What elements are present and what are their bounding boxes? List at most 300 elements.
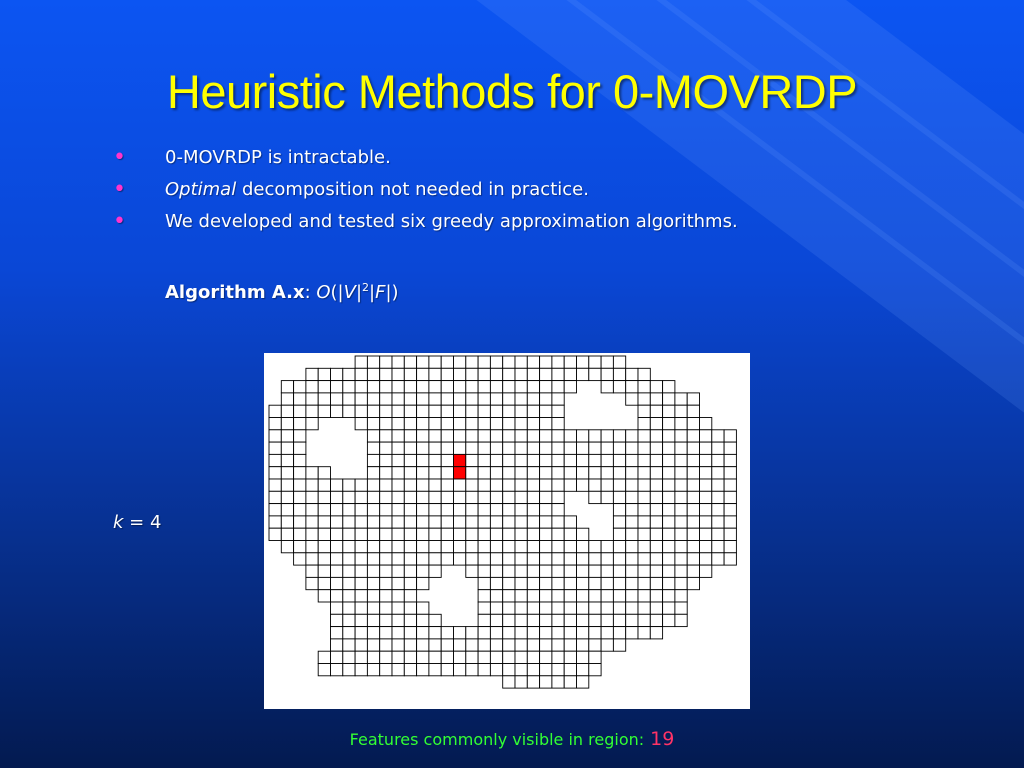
grid-cell bbox=[417, 516, 429, 528]
grid-cell bbox=[281, 516, 293, 528]
grid-cell bbox=[663, 516, 675, 528]
grid-cell bbox=[540, 504, 552, 516]
grid-cell bbox=[343, 381, 355, 393]
grid-cell bbox=[577, 577, 589, 589]
grid-cell bbox=[466, 356, 478, 368]
grid-cell bbox=[540, 639, 552, 651]
grid-cell bbox=[331, 627, 343, 639]
grid-cell bbox=[515, 504, 527, 516]
grid-cell bbox=[564, 614, 576, 626]
grid-cell bbox=[490, 491, 502, 503]
grid-cell bbox=[515, 614, 527, 626]
grid-cell bbox=[404, 467, 416, 479]
grid-cell bbox=[700, 565, 712, 577]
grid-cell bbox=[663, 479, 675, 491]
grid-cell bbox=[724, 442, 736, 454]
grid-cell bbox=[564, 541, 576, 553]
grid-cell bbox=[687, 467, 699, 479]
bullet-text: We developed and tested six greedy approximation algorithms. bbox=[165, 211, 738, 232]
slide-title: Heuristic Methods for 0-MOVRDP bbox=[166, 65, 858, 118]
grid-cell bbox=[417, 541, 429, 553]
grid-cell bbox=[675, 565, 687, 577]
grid-cell bbox=[392, 627, 404, 639]
grid-cell bbox=[613, 565, 625, 577]
grid-cell bbox=[404, 516, 416, 528]
grid-cell bbox=[527, 651, 539, 663]
grid-cell bbox=[601, 590, 613, 602]
grid-cell bbox=[650, 405, 662, 417]
grid-cell bbox=[638, 541, 650, 553]
grid-cell bbox=[478, 393, 490, 405]
grid-cell bbox=[638, 381, 650, 393]
grid-cell bbox=[466, 479, 478, 491]
grid-cell bbox=[540, 368, 552, 380]
grid-cell bbox=[552, 553, 564, 565]
grid-cell bbox=[712, 442, 724, 454]
grid-cell bbox=[540, 442, 552, 454]
grid-cell bbox=[417, 442, 429, 454]
grid-cell bbox=[515, 577, 527, 589]
grid-cell bbox=[638, 442, 650, 454]
grid-cell bbox=[638, 565, 650, 577]
grid-cell bbox=[441, 454, 453, 466]
grid-cell bbox=[417, 504, 429, 516]
grid-cell bbox=[367, 467, 379, 479]
algorithm-complexity bbox=[165, 275, 399, 306]
grid-cell bbox=[404, 491, 416, 503]
grid-cell bbox=[540, 381, 552, 393]
grid-cell bbox=[564, 479, 576, 491]
bullet-dot-icon: • bbox=[113, 209, 126, 234]
grid-cell bbox=[675, 491, 687, 503]
grid-cell bbox=[589, 565, 601, 577]
grid-cell bbox=[478, 614, 490, 626]
grid-cell bbox=[478, 418, 490, 430]
grid-cell bbox=[490, 467, 502, 479]
grid-cell bbox=[466, 491, 478, 503]
grid-cell bbox=[515, 405, 527, 417]
grid-cell bbox=[355, 356, 367, 368]
grid-cell bbox=[294, 541, 306, 553]
grid-cell bbox=[404, 368, 416, 380]
grid-cell bbox=[269, 467, 281, 479]
grid-cell bbox=[577, 356, 589, 368]
grid-cell bbox=[478, 627, 490, 639]
grid-cell bbox=[355, 504, 367, 516]
grid-cell bbox=[331, 368, 343, 380]
grid-cell bbox=[564, 676, 576, 688]
grid-cell bbox=[515, 651, 527, 663]
grid-cell bbox=[441, 368, 453, 380]
grid-cell bbox=[601, 442, 613, 454]
grid-cell bbox=[318, 516, 330, 528]
grid-cell bbox=[478, 491, 490, 503]
grid-cell bbox=[712, 454, 724, 466]
grid-cell bbox=[577, 479, 589, 491]
grid-cell bbox=[281, 393, 293, 405]
grid-cell bbox=[454, 393, 466, 405]
grid-cell bbox=[392, 504, 404, 516]
grid-cell bbox=[626, 553, 638, 565]
grid-cell bbox=[454, 553, 466, 565]
grid-cell bbox=[589, 664, 601, 676]
grid-cell bbox=[466, 430, 478, 442]
grid-cell bbox=[380, 590, 392, 602]
grid-cell bbox=[700, 491, 712, 503]
grid-cell bbox=[490, 614, 502, 626]
grid-cell bbox=[429, 504, 441, 516]
grid-cell bbox=[687, 528, 699, 540]
grid-cell bbox=[700, 479, 712, 491]
grid-cell bbox=[429, 541, 441, 553]
grid-cell bbox=[318, 368, 330, 380]
bullet-item bbox=[113, 206, 738, 238]
grid-cell bbox=[540, 393, 552, 405]
grid-cell bbox=[613, 504, 625, 516]
grid-cell bbox=[650, 430, 662, 442]
grid-cell bbox=[417, 467, 429, 479]
grid-cell bbox=[650, 627, 662, 639]
grid-cell bbox=[392, 553, 404, 565]
grid-cell bbox=[626, 504, 638, 516]
big-o-symbol: O bbox=[316, 282, 331, 303]
grid-cell bbox=[355, 393, 367, 405]
grid-cell bbox=[577, 541, 589, 553]
paren-close: |) bbox=[385, 282, 399, 303]
grid-svg bbox=[264, 353, 750, 709]
grid-cell bbox=[404, 405, 416, 417]
grid-cell bbox=[552, 590, 564, 602]
grid-cell bbox=[380, 393, 392, 405]
grid-cell bbox=[515, 664, 527, 676]
grid-cell bbox=[663, 602, 675, 614]
grid-cell bbox=[650, 577, 662, 589]
grid-cell bbox=[269, 418, 281, 430]
grid-cell bbox=[527, 565, 539, 577]
grid-cell bbox=[441, 405, 453, 417]
grid-cell bbox=[503, 504, 515, 516]
grid-cell bbox=[503, 639, 515, 651]
grid-cell bbox=[613, 602, 625, 614]
grid-cell bbox=[429, 491, 441, 503]
grid-cell bbox=[650, 479, 662, 491]
grid-cell bbox=[527, 664, 539, 676]
grid-cell bbox=[626, 479, 638, 491]
grid-cell bbox=[478, 442, 490, 454]
grid-cell bbox=[429, 430, 441, 442]
grid-cell bbox=[601, 639, 613, 651]
grid-cell bbox=[687, 541, 699, 553]
grid-cell bbox=[490, 577, 502, 589]
grid-cell bbox=[355, 405, 367, 417]
grid-cell bbox=[404, 577, 416, 589]
grid-cell bbox=[355, 627, 367, 639]
grid-cell bbox=[503, 418, 515, 430]
grid-cell bbox=[281, 430, 293, 442]
grid-cell bbox=[663, 430, 675, 442]
grid-cell bbox=[367, 356, 379, 368]
grid-cell bbox=[687, 442, 699, 454]
grid-cell bbox=[490, 602, 502, 614]
grid-cell bbox=[712, 528, 724, 540]
grid-cell bbox=[429, 442, 441, 454]
grid-cell bbox=[392, 651, 404, 663]
highlighted-cell bbox=[454, 454, 466, 466]
grid-cell bbox=[380, 577, 392, 589]
grid-cell bbox=[478, 381, 490, 393]
grid-cell bbox=[601, 602, 613, 614]
grid-cell bbox=[404, 541, 416, 553]
grid-cell bbox=[552, 356, 564, 368]
grid-cell bbox=[540, 430, 552, 442]
grid-cell bbox=[490, 381, 502, 393]
grid-cell bbox=[687, 553, 699, 565]
grid-cell bbox=[466, 553, 478, 565]
grid-cell bbox=[650, 504, 662, 516]
grid-cell bbox=[306, 504, 318, 516]
grid-cell bbox=[429, 381, 441, 393]
grid-cell bbox=[490, 356, 502, 368]
grid-cell bbox=[675, 541, 687, 553]
grid-cell bbox=[552, 577, 564, 589]
grid-cell bbox=[552, 516, 564, 528]
grid-cell bbox=[380, 479, 392, 491]
grid-cell bbox=[417, 454, 429, 466]
grid-cell bbox=[675, 590, 687, 602]
grid-cell bbox=[589, 590, 601, 602]
grid-cell bbox=[527, 590, 539, 602]
grid-cell bbox=[281, 381, 293, 393]
grid-cell bbox=[638, 418, 650, 430]
grid-cell bbox=[404, 565, 416, 577]
grid-cell bbox=[367, 614, 379, 626]
grid-cell bbox=[392, 577, 404, 589]
grid-cell bbox=[527, 467, 539, 479]
grid-cell bbox=[318, 577, 330, 589]
grid-cell bbox=[490, 541, 502, 553]
grid-cell bbox=[589, 541, 601, 553]
grid-cell bbox=[343, 541, 355, 553]
grid-cell bbox=[601, 614, 613, 626]
grid-cell bbox=[281, 479, 293, 491]
grid-cell bbox=[552, 418, 564, 430]
grid-cell bbox=[638, 627, 650, 639]
grid-cell bbox=[392, 454, 404, 466]
grid-cell bbox=[663, 405, 675, 417]
grid-cell bbox=[331, 541, 343, 553]
grid-cell bbox=[503, 590, 515, 602]
grid-cell bbox=[601, 381, 613, 393]
grid-cell bbox=[355, 590, 367, 602]
grid-cell bbox=[540, 664, 552, 676]
grid-cell bbox=[675, 504, 687, 516]
grid-cell bbox=[724, 504, 736, 516]
grid-cell bbox=[490, 590, 502, 602]
grid-cell bbox=[724, 553, 736, 565]
grid-cell bbox=[429, 553, 441, 565]
grid-cell bbox=[478, 565, 490, 577]
grid-cell bbox=[380, 639, 392, 651]
grid-cell bbox=[564, 664, 576, 676]
grid-cell bbox=[687, 491, 699, 503]
var-f: F bbox=[375, 282, 386, 303]
grid-cell bbox=[429, 418, 441, 430]
grid-cell bbox=[675, 528, 687, 540]
grid-cell bbox=[564, 602, 576, 614]
grid-cell bbox=[318, 541, 330, 553]
grid-cell bbox=[454, 651, 466, 663]
grid-cell bbox=[355, 368, 367, 380]
grid-cell bbox=[318, 405, 330, 417]
grid-cell bbox=[515, 356, 527, 368]
grid-cell bbox=[331, 516, 343, 528]
grid-cell bbox=[663, 454, 675, 466]
grid-cell bbox=[577, 676, 589, 688]
grid-cell bbox=[601, 454, 613, 466]
grid-cell bbox=[367, 627, 379, 639]
grid-cell bbox=[515, 639, 527, 651]
grid-cell bbox=[712, 553, 724, 565]
grid-cell bbox=[552, 676, 564, 688]
grid-cell bbox=[613, 614, 625, 626]
grid-cell bbox=[638, 393, 650, 405]
grid-cell bbox=[564, 454, 576, 466]
grid-cell bbox=[527, 430, 539, 442]
grid-cell bbox=[343, 528, 355, 540]
grid-cell bbox=[650, 442, 662, 454]
grid-cell bbox=[675, 479, 687, 491]
grid-cell bbox=[367, 541, 379, 553]
grid-cell bbox=[515, 553, 527, 565]
grid-cell bbox=[515, 368, 527, 380]
grid-cell bbox=[552, 639, 564, 651]
grid-cell bbox=[527, 577, 539, 589]
grid-cell bbox=[331, 528, 343, 540]
grid-cell bbox=[503, 430, 515, 442]
grid-cell bbox=[700, 528, 712, 540]
grid-cell bbox=[318, 393, 330, 405]
grid-cell bbox=[503, 454, 515, 466]
grid-cell bbox=[478, 405, 490, 417]
grid-cell bbox=[417, 381, 429, 393]
grid-cell bbox=[367, 479, 379, 491]
grid-cell bbox=[515, 590, 527, 602]
grid-cell bbox=[626, 516, 638, 528]
grid-cell bbox=[564, 516, 576, 528]
grid-cell bbox=[478, 467, 490, 479]
grid-cell bbox=[343, 516, 355, 528]
grid-cell bbox=[380, 491, 392, 503]
grid-cell bbox=[441, 393, 453, 405]
grid-cell bbox=[564, 381, 576, 393]
grid-cell bbox=[552, 541, 564, 553]
grid-cell bbox=[613, 467, 625, 479]
grid-cell bbox=[454, 541, 466, 553]
grid-cell bbox=[466, 639, 478, 651]
grid-cell bbox=[367, 528, 379, 540]
grid-cell bbox=[527, 676, 539, 688]
grid-cell bbox=[712, 467, 724, 479]
grid-cell bbox=[466, 541, 478, 553]
grid-cell bbox=[675, 393, 687, 405]
grid-cell bbox=[515, 418, 527, 430]
grid-cell bbox=[429, 479, 441, 491]
grid-cell bbox=[306, 491, 318, 503]
grid-cell bbox=[515, 491, 527, 503]
grid-cell bbox=[318, 565, 330, 577]
grid-cell bbox=[564, 442, 576, 454]
grid-cell bbox=[367, 368, 379, 380]
grid-cell bbox=[503, 602, 515, 614]
grid-cell bbox=[306, 418, 318, 430]
grid-cell bbox=[454, 405, 466, 417]
grid-cell bbox=[343, 479, 355, 491]
grid-cell bbox=[490, 664, 502, 676]
k-equals: = 4 bbox=[123, 512, 162, 533]
grid-cell bbox=[663, 418, 675, 430]
var-v: V bbox=[343, 282, 356, 303]
grid-cell bbox=[380, 442, 392, 454]
grid-cell bbox=[429, 639, 441, 651]
grid-cell bbox=[441, 651, 453, 663]
grid-cell bbox=[404, 356, 416, 368]
grid-cell bbox=[355, 418, 367, 430]
grid-cell bbox=[490, 430, 502, 442]
grid-cell bbox=[306, 541, 318, 553]
grid-cell bbox=[503, 627, 515, 639]
grid-cell bbox=[404, 418, 416, 430]
bullet-text: 0-MOVRDP is intractable. bbox=[165, 147, 391, 168]
grid-cell bbox=[626, 368, 638, 380]
grid-cell bbox=[441, 479, 453, 491]
grid-cell bbox=[552, 614, 564, 626]
grid-cell bbox=[490, 454, 502, 466]
grid-cell bbox=[294, 467, 306, 479]
grid-cell bbox=[503, 541, 515, 553]
grid-cell bbox=[724, 467, 736, 479]
grid-cell bbox=[404, 602, 416, 614]
grid-cell bbox=[466, 664, 478, 676]
grid-cell bbox=[675, 577, 687, 589]
grid-cell bbox=[724, 479, 736, 491]
grid-cell bbox=[454, 418, 466, 430]
grid-cell bbox=[294, 381, 306, 393]
grid-cell bbox=[380, 553, 392, 565]
grid-cell bbox=[355, 491, 367, 503]
grid-cell bbox=[392, 368, 404, 380]
grid-cell bbox=[687, 405, 699, 417]
grid-cell bbox=[404, 590, 416, 602]
grid-cell bbox=[724, 516, 736, 528]
grid-cell bbox=[429, 405, 441, 417]
grid-cell bbox=[700, 541, 712, 553]
grid-cell bbox=[638, 516, 650, 528]
grid-cell bbox=[650, 565, 662, 577]
grid-cell bbox=[490, 405, 502, 417]
grid-cell bbox=[724, 491, 736, 503]
grid-cell bbox=[515, 442, 527, 454]
grid-cell bbox=[626, 565, 638, 577]
grid-cell bbox=[294, 418, 306, 430]
grid-figure bbox=[264, 353, 750, 709]
grid-cell bbox=[515, 393, 527, 405]
bullet-item bbox=[113, 174, 738, 206]
grid-cell bbox=[355, 516, 367, 528]
grid-cell bbox=[589, 553, 601, 565]
grid-cell bbox=[294, 430, 306, 442]
grid-cell bbox=[577, 430, 589, 442]
grid-cell bbox=[552, 454, 564, 466]
